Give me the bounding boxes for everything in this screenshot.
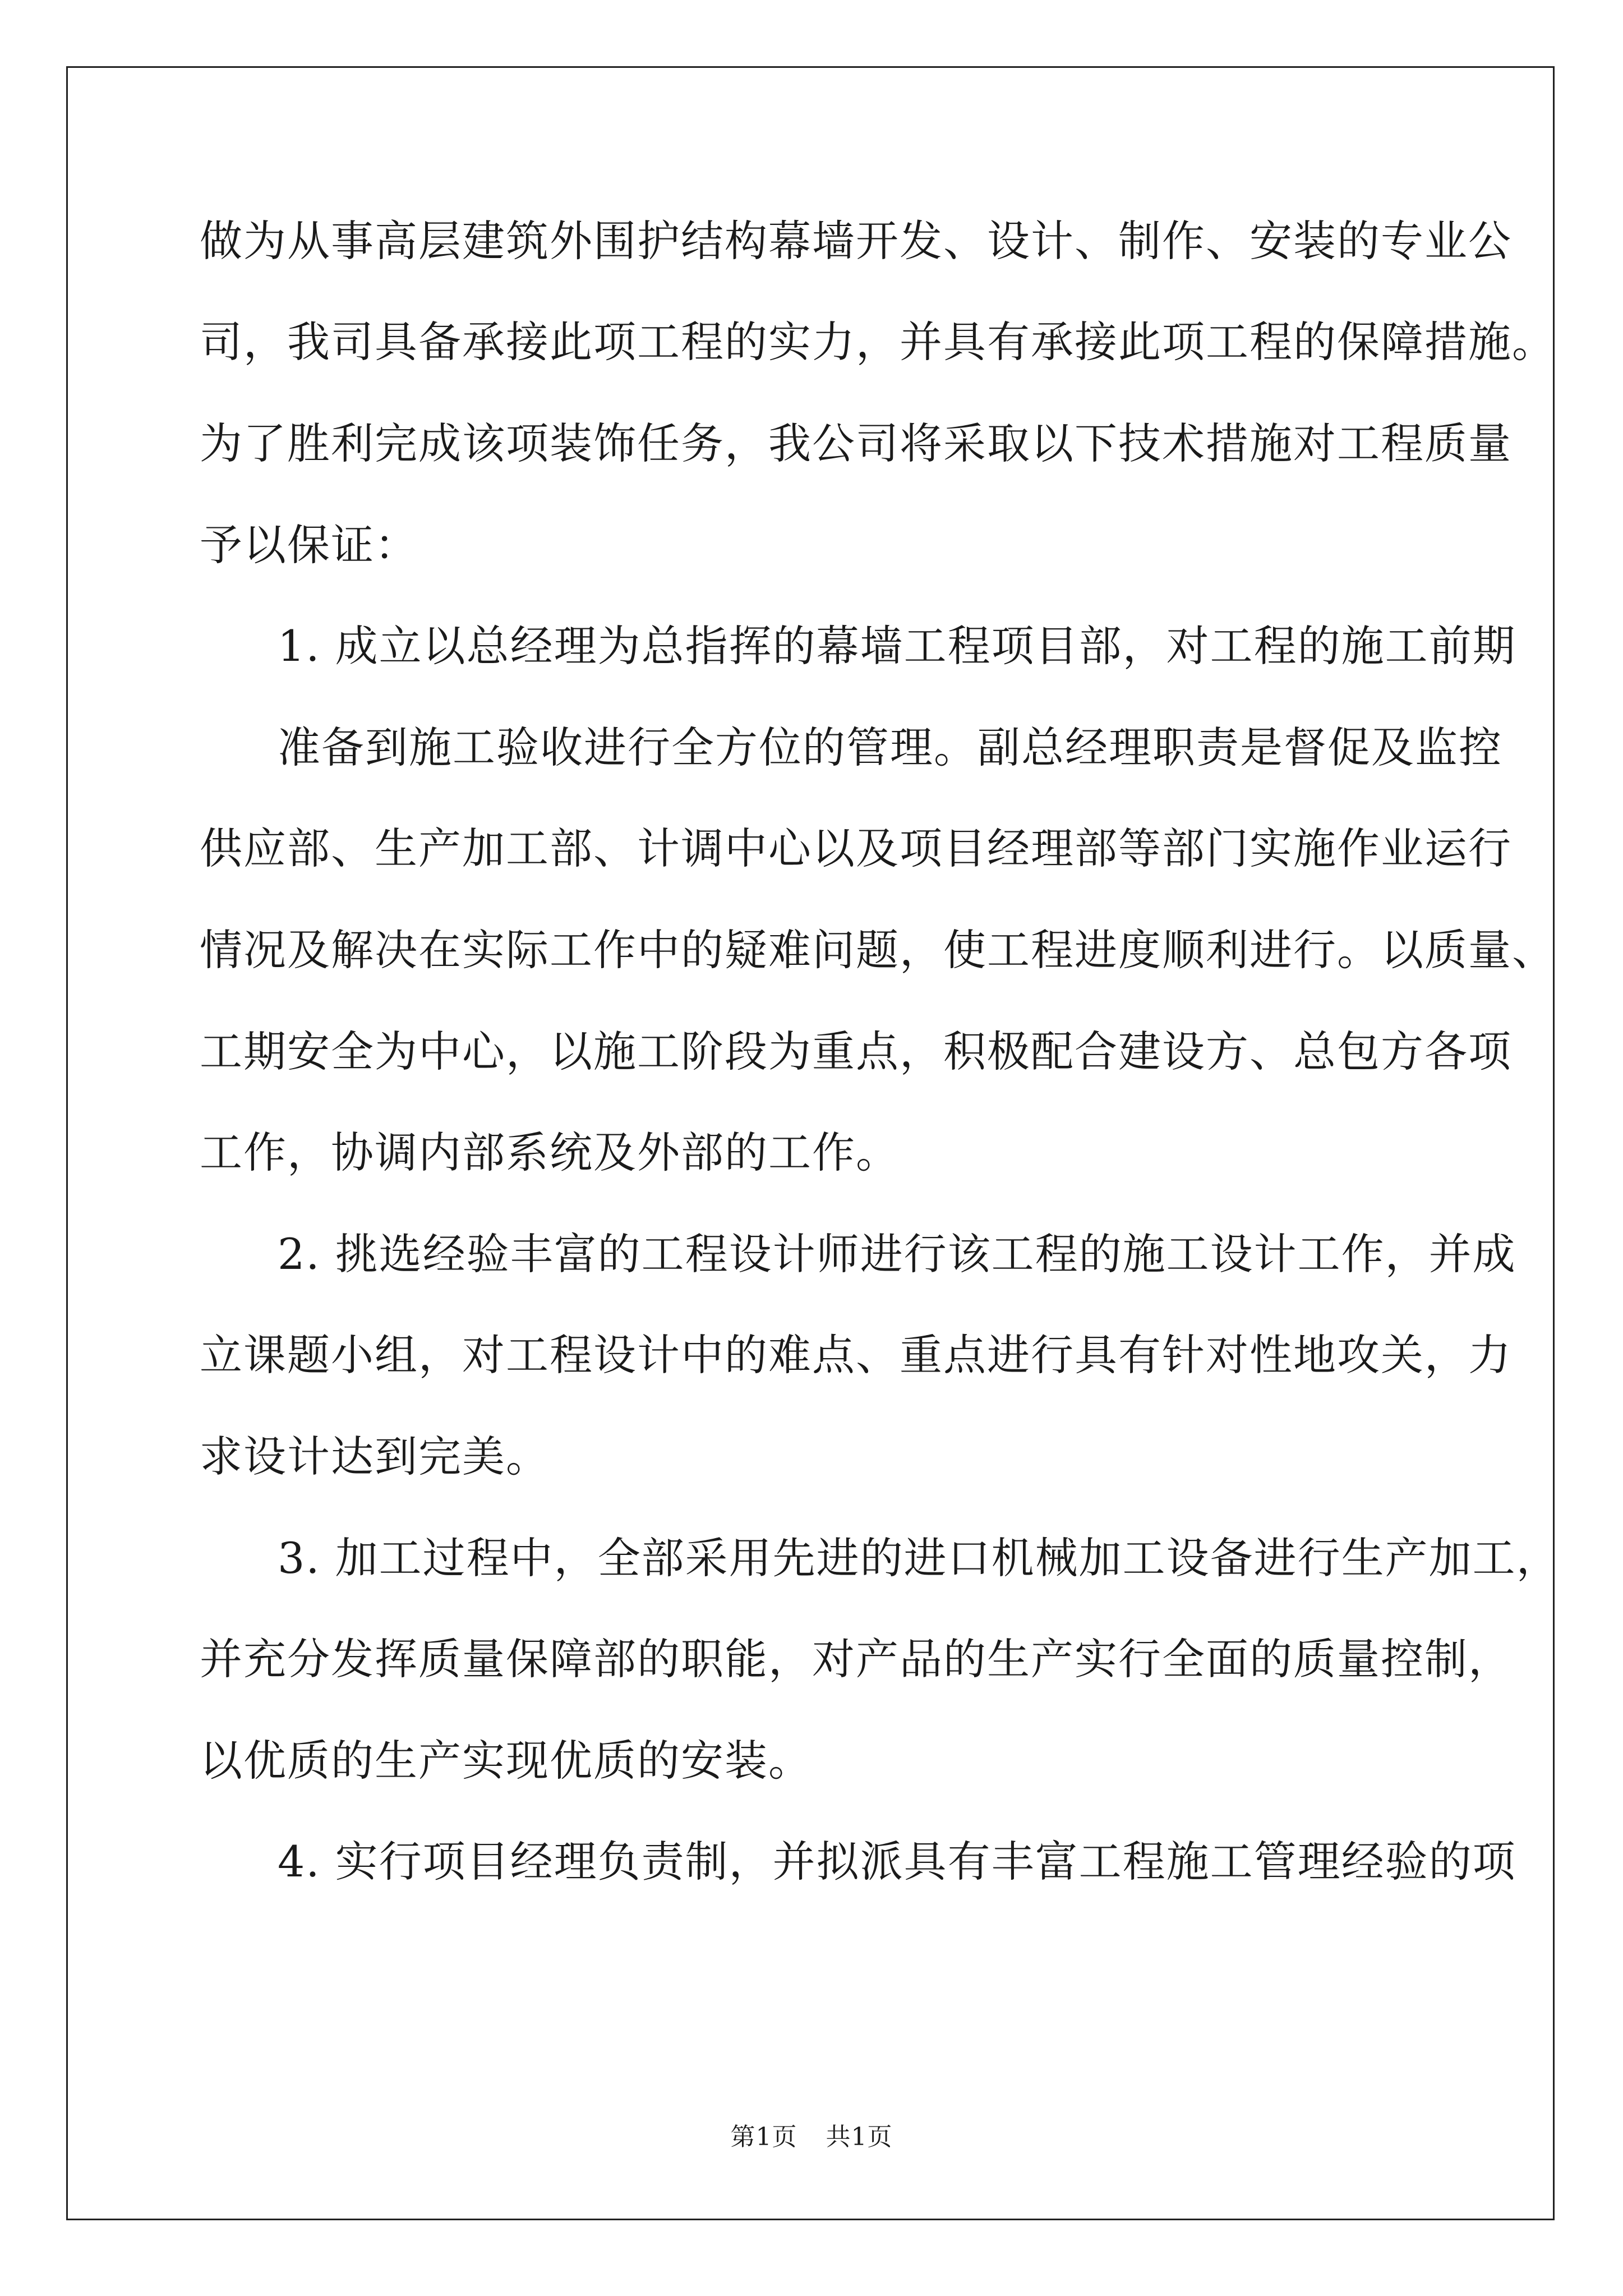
text-line: 并充分发挥质量保障部的职能，对产品的生产实行全面的质量控制，: [200, 1634, 1512, 1685]
text-line: 工期安全为中心，以施工阶段为重点，积极配合建设方、总包方各项: [200, 1026, 1512, 1076]
text-line: 2. 挑选经验丰富的工程设计师进行该工程的施工设计工作，并成: [278, 1228, 1516, 1279]
text-line: 予以保证：: [200, 519, 418, 570]
text-line: 司，我司具备承接此项工程的实力，并具有承接此项工程的保障措施。: [200, 317, 1556, 367]
text-line: 1. 成立以总经理为总指挥的幕墙工程项目部，对工程的施工前期: [278, 621, 1516, 671]
text-line: 3. 加工过程中，全部采用先进的进口机械加工设备进行生产加工，: [278, 1533, 1560, 1583]
text-line: 做为从事高层建筑外围护结构幕墙开发、设计、制作、安装的专业公: [200, 215, 1512, 266]
text-line: 工作，协调内部系统及外部的工作。: [200, 1128, 900, 1178]
text-line: 立课题小组，对工程设计中的难点、重点进行具有针对性地攻关，力: [200, 1330, 1512, 1381]
text-line: 准备到施工验收进行全方位的管理。副总经理职责是督促及监控: [278, 722, 1502, 772]
text-line: 求设计达到完美。: [200, 1431, 550, 1481]
text-line: 以优质的生产实现优质的安装。: [200, 1735, 812, 1786]
page-total: 共1页: [826, 2123, 893, 2151]
page-footer: [0, 2120, 1623, 2154]
page-number: 第1页: [730, 2123, 797, 2151]
text-line: 供应部、生产加工部、计调中心以及项目经理部等部门实施作业运行: [200, 823, 1512, 874]
text-line: 为了胜利完成该项装饰任务，我公司将采取以下技术措施对工程质量: [200, 418, 1512, 468]
text-line: 情况及解决在实际工作中的疑难问题，使工程进度顺利进行。以质量、: [200, 924, 1556, 975]
text-line: 4. 实行项目经理负责制，并拟派具有丰富工程施工管理经验的项: [278, 1837, 1516, 1887]
